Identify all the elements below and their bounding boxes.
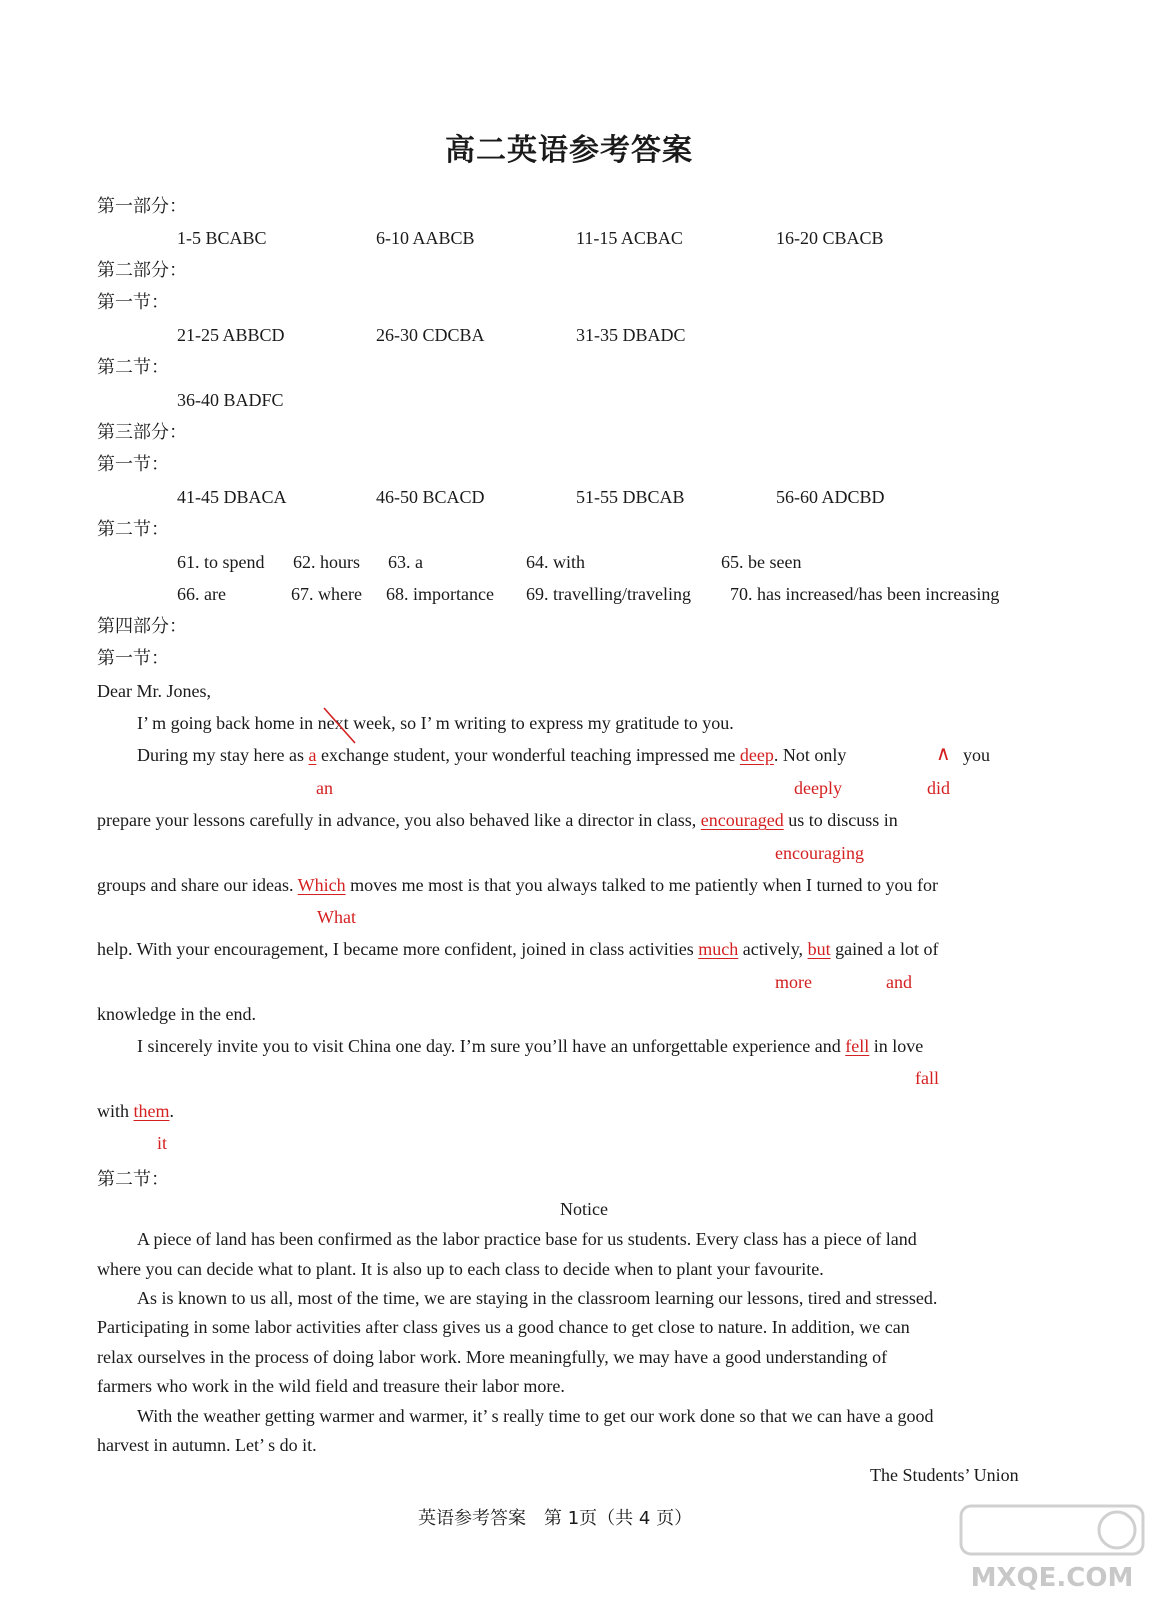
page-title: 高二英语参考答案 bbox=[445, 133, 693, 168]
error-word: deep bbox=[739, 745, 774, 765]
fill-answer: 68. importance bbox=[386, 584, 494, 604]
correction-word: more bbox=[775, 972, 812, 992]
answer-range: 46-50 BCACD bbox=[376, 487, 485, 507]
notice-line: where you can decide what to plant. It is also up to each class to decide when to plant your favourite. bbox=[97, 1259, 824, 1279]
letter-line: I’ m going back home in next week, so I’ m writing to express my gratitude to you. bbox=[137, 713, 734, 733]
notice-line: farmers who work in the wild field and treasure their labor more. bbox=[97, 1376, 565, 1396]
part-1-heading: 第一部分： bbox=[97, 196, 187, 216]
notice-line: A piece of land has been confirmed as the labor practice base for us students. Every class has a piece of land bbox=[137, 1229, 917, 1249]
answer-range: 11-15 ACBAC bbox=[576, 228, 683, 248]
answer-range: 56-60 ADCBD bbox=[776, 487, 885, 507]
correction-word: and bbox=[886, 972, 912, 992]
error-word: but bbox=[807, 939, 831, 959]
letter-line: groups and share our ideas. Which moves me most is that you always talked to me patiently when I turned to you for bbox=[97, 875, 938, 895]
correction-word: encouraging bbox=[775, 843, 864, 863]
fill-answer: 69. travelling/traveling bbox=[526, 584, 691, 604]
notice-title: Notice bbox=[560, 1199, 608, 1219]
error-word: fell bbox=[845, 1036, 870, 1056]
deleted-word: in bbox=[299, 713, 314, 733]
fill-answer: 61. to spend bbox=[177, 552, 265, 572]
letter-line: with them. bbox=[97, 1101, 175, 1121]
correction-word: deeply bbox=[794, 778, 842, 798]
letter-line: prepare your lessons carefully in advance, you also behaved like a director in class, encouraged us to discuss in bbox=[97, 810, 898, 830]
answer-range: 41-45 DBACA bbox=[177, 487, 287, 507]
answer-range: 36-40 BADFC bbox=[177, 390, 284, 410]
answer-range: 51-55 DBCAB bbox=[576, 487, 685, 507]
correction-word: did bbox=[927, 778, 951, 798]
watermark-logo bbox=[957, 1502, 1147, 1594]
fill-answer: 67. where bbox=[291, 584, 362, 604]
letter-greeting: Dear Mr. Jones, bbox=[97, 681, 211, 701]
fill-answer: 64. with bbox=[526, 552, 586, 572]
section-1-heading: 第一节： bbox=[97, 292, 169, 312]
section-1-heading: 第一节： bbox=[97, 648, 169, 668]
deletion-slash-icon bbox=[322, 706, 358, 746]
correction-word: fall bbox=[915, 1068, 939, 1088]
fill-answer: 62. hours bbox=[293, 552, 360, 572]
letter-line: help. With your encouragement, I became more confident, joined in class activities much actively, but gained a lot of bbox=[97, 939, 939, 959]
notice-line: Participating in some labor activities after class gives us a good chance to get close to nature. In addition, we can bbox=[97, 1317, 910, 1337]
letter-line: I sincerely invite you to visit China one day. I’m sure you’ll have an unforgettable experience and fell in love bbox=[137, 1036, 924, 1056]
letter-line: During my stay here as a exchange student, your wonderful teaching impressed me deep. Not only bbox=[137, 745, 847, 765]
error-word: a bbox=[308, 745, 317, 765]
correction-word: What bbox=[317, 907, 356, 927]
part-3-heading: 第三部分： bbox=[97, 422, 187, 442]
letter-line: knowledge in the end. bbox=[97, 1004, 256, 1024]
letter-text: you bbox=[963, 745, 990, 765]
fill-answer: 63. a bbox=[388, 552, 423, 572]
notice-line: With the weather getting warmer and warmer, it’ s really time to get our work done so that we can have a good bbox=[137, 1406, 934, 1426]
notice-line: harvest in autumn. Let’ s do it. bbox=[97, 1435, 317, 1455]
insertion-caret-icon: ∧ bbox=[936, 743, 951, 765]
answer-range: 31-35 DBADC bbox=[576, 325, 686, 345]
section-1-heading: 第一节： bbox=[97, 454, 169, 474]
error-word: them bbox=[133, 1101, 170, 1121]
correction-word: an bbox=[316, 778, 333, 798]
section-2-heading: 第二节： bbox=[97, 1169, 169, 1189]
error-word: encouraged bbox=[700, 810, 784, 830]
notice-line: As is known to us all, most of the time, we are staying in the classroom learning our lessons, tired and stressed. bbox=[137, 1288, 938, 1308]
part-2-heading: 第二部分： bbox=[97, 260, 187, 280]
notice-line: relax ourselves in the process of doing labor work. More meaningfully, we may have a good understanding of bbox=[97, 1347, 888, 1367]
notice-signature: The Students’ Union bbox=[870, 1465, 1019, 1485]
fill-answer: 66. are bbox=[177, 584, 226, 604]
answer-range: 1-5 BCABC bbox=[177, 228, 267, 248]
answer-range: 26-30 CDCBA bbox=[376, 325, 485, 345]
error-word: Which bbox=[297, 875, 346, 895]
answer-range: 21-25 ABBCD bbox=[177, 325, 285, 345]
watermark-text: MXQE.COM bbox=[970, 1563, 1134, 1593]
page-footer: 英语参考答案 第 1页（共 4 页） bbox=[418, 1508, 693, 1529]
correction-word: it bbox=[157, 1133, 168, 1153]
section-2-heading: 第二节： bbox=[97, 519, 169, 539]
answer-range: 16-20 CBACB bbox=[776, 228, 884, 248]
fill-answer: 70. has increased/has been increasing bbox=[730, 584, 1000, 604]
error-word: much bbox=[698, 939, 739, 959]
fill-answer: 65. be seen bbox=[721, 552, 802, 572]
section-2-heading: 第二节： bbox=[97, 357, 169, 377]
answer-range: 6-10 AABCB bbox=[376, 228, 475, 248]
part-4-heading: 第四部分： bbox=[97, 616, 187, 636]
